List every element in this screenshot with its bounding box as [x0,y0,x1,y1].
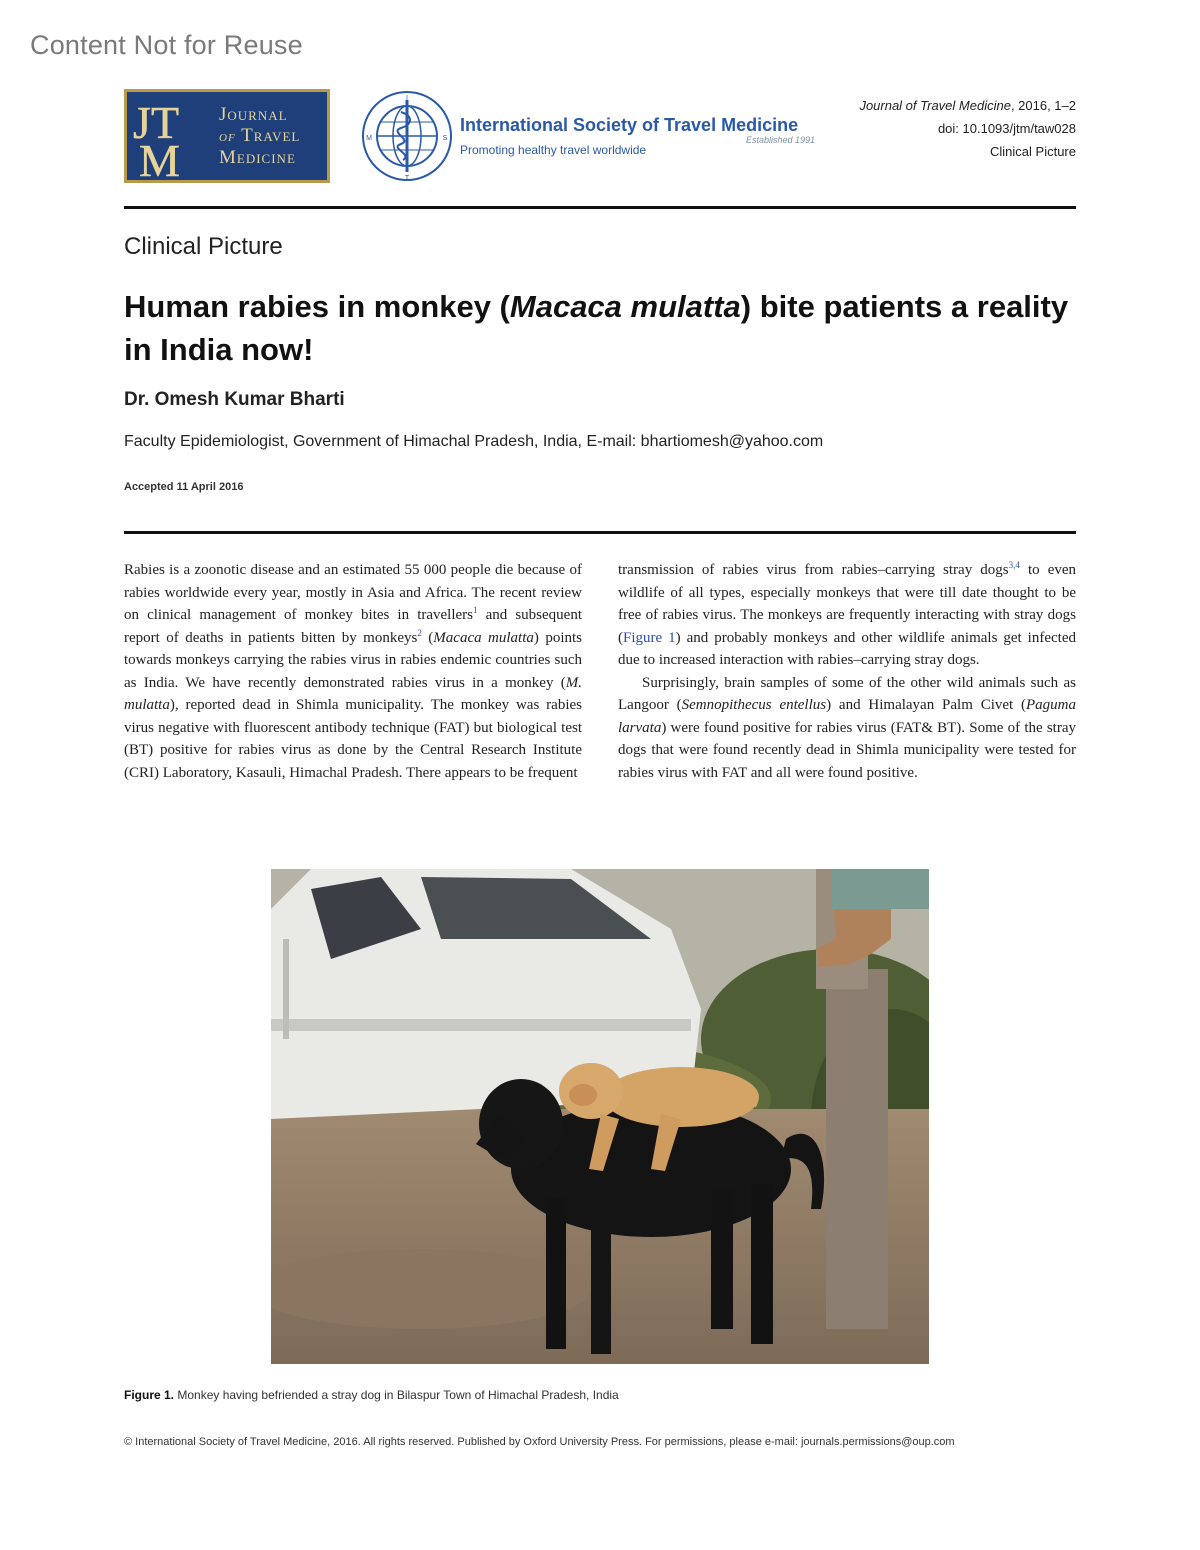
journal-logo-travel: Travel [241,125,301,146]
title-part2: ) bite patients a reality in India now! [124,289,1069,367]
society-established: Established 1991 [746,135,816,145]
watermark-text: Content Not for Reuse [30,30,303,60]
journal-logo [124,89,330,183]
society-seal-icon [361,90,453,182]
body-text: ) and probably monkeys and other wildlife animals get infected due to increased interaction with rabies–carrying stray dogs. [618,629,1076,668]
species-name: M. mulatta [124,674,582,713]
body-text: Surprisingly, brain samples of some of the other wild animals such as Langoor ( [618,674,1076,713]
body-text: ( [421,629,434,646]
svg-text:J: J [133,97,151,148]
species-name: Paguma larvata [618,697,1077,736]
svg-text:T: T [151,97,180,148]
journal-citation [859,98,1076,113]
author-affiliation: Faculty Epidemiologist, Government of Himachal Pradesh, India, E-mail: bhartiomesh@yahoo.com [124,433,824,450]
section-label: Clinical Picture [124,233,283,260]
journal-name: Journal of Travel Medicine [859,98,1011,113]
reference-link[interactable]: 3,4 [1008,560,1020,570]
figure-illustration [271,869,929,1364]
svg-text:S: S [442,135,448,142]
body-text: ), reported dead in Shimla municipality. The monkey was rabies virus negative with fluorescent antibody technique (FAT) but biological test (BT) positive for rabies virus as done by the Central Research Institute (CRI) Laboratory, Kasauli, Himachal Pradesh. There appears to be frequent [124,697,582,781]
figure-caption-text: Monkey having befriended a stray dog in Bilaspur Town of Himachal Pradesh, India [174,1388,619,1402]
body-paragraph [618,672,1076,785]
doi[interactable]: doi: 10.1093/jtm/taw028 [937,121,1076,136]
body-paragraph [124,559,582,784]
header-rule [124,206,1076,209]
svg-text:I: I [406,95,408,102]
reference-link[interactable]: 1 [473,605,478,615]
journal-logo-wordmark [215,104,300,168]
svg-text:M: M [139,135,180,178]
title-species: Macaca mulatta [509,289,741,324]
journal-logo-line1: Journal [219,104,288,125]
body-paragraph [618,559,1076,672]
journal-logo-of: of [219,128,236,145]
article-type: Clinical Picture [990,144,1076,159]
author-name: Dr. Omesh Kumar Bharti [124,389,345,410]
species-name: Macaca mulatta [433,629,534,646]
accepted-date: Accepted 11 April 2016 [124,481,244,493]
figure-link[interactable]: Figure 1 [623,629,676,646]
society-name: International Society of Travel Medicine [460,115,799,135]
svg-text:T: T [404,175,410,182]
reference-link[interactable]: 2 [417,627,422,638]
title-part1: Human rabies in monkey ( [124,289,510,324]
figure-label: Figure 1. [124,1388,175,1402]
species-name: Semnopithecus entellus [681,697,827,713]
journal-issue: , 2016, 1–2 [1010,98,1076,113]
body-rule [124,531,1076,534]
figure-caption [124,1388,619,1402]
body-text: ) points towards monkeys carrying the rabies virus in rabies endemic countries such as India. We have recently demonstrated rabies virus in a monkey ( [124,629,582,691]
body-text: to even wildlife of all types, especially monkeys that were till date thought to be free of rabies virus. The monkeys are frequently interacting with stray dogs ( [618,562,1077,646]
svg-text:M: M [366,135,372,142]
society-tagline: Promoting healthy travel worldwide [460,143,647,157]
jtm-monogram [127,92,215,180]
body-text: ) and Himalayan Palm Civet ( [826,697,1027,713]
body-text: Rabies is a zoonotic disease and an estimated 55 000 people die because of rabies worldwide every year, mostly in Asia and Africa. The recent review on clinical management of monkey bites in travellers [124,562,582,623]
body-column-right [618,559,1076,784]
body-column-left [124,559,582,784]
journal-logo-line2 [219,125,300,147]
journal-logo-line3: Medicine [219,147,296,168]
figure-photo [271,869,929,1364]
body-text: and subsequent report of deaths in patients bitten by monkeys [124,607,582,646]
body-text: transmission of rabies virus from rabies–carrying stray dogs [618,562,1009,578]
article-title [124,285,1084,371]
copyright-footer: © International Society of Travel Medicine, 2016. All rights reserved. Published by Oxford University Press. For permissions, please e-mail: journals.permissions@oup.com [124,1436,955,1448]
body-text: ) were found positive for rabies virus (FAT& BT). Some of the stray dogs that were found recently dead in Shimla municipality were tested for rabies virus with FAT and all were found positive. [618,719,1076,781]
